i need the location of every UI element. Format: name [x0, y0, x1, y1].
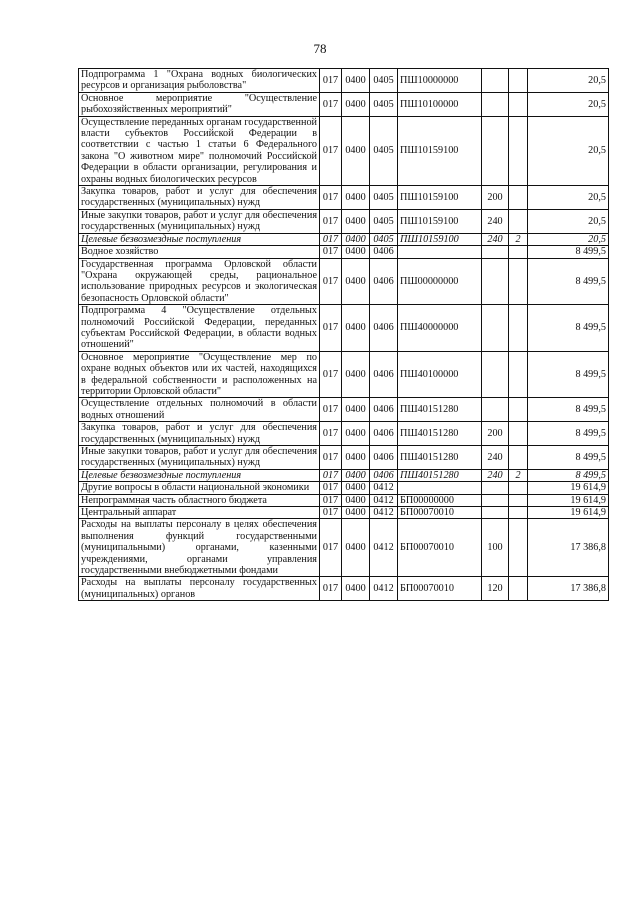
cell-amount: 20,5 [528, 186, 609, 210]
cell-amount: 8 499,5 [528, 351, 609, 398]
table-row [79, 305, 609, 352]
cell-source [509, 69, 528, 93]
cell-amount: 20,5 [528, 209, 609, 233]
cell-section: 0400 [342, 69, 370, 93]
table-row [79, 351, 609, 398]
table-row [79, 233, 609, 245]
cell-name: Целевые безвозмездные поступления [79, 469, 320, 481]
cell-source [509, 258, 528, 305]
cell-target-article: ПШ40151280 [398, 446, 482, 470]
cell-subsection: 0406 [370, 246, 398, 258]
cell-source [509, 519, 528, 577]
cell-source [509, 116, 528, 185]
cell-section: 0400 [342, 351, 370, 398]
cell-subsection: 0406 [370, 305, 398, 352]
cell-section: 0400 [342, 258, 370, 305]
cell-name: Основное мероприятие "Осуществление рыбохозяйственных мероприятий" [79, 92, 320, 116]
table-row [79, 116, 609, 185]
cell-subsection: 0412 [370, 482, 398, 494]
cell-target-article: ПШ10159100 [398, 186, 482, 210]
cell-expense-type: 200 [482, 186, 509, 210]
cell-grbs: 017 [320, 577, 342, 601]
cell-amount: 19 614,9 [528, 494, 609, 506]
cell-grbs: 017 [320, 233, 342, 245]
table-row [79, 246, 609, 258]
cell-section: 0400 [342, 305, 370, 352]
cell-source: 2 [509, 469, 528, 481]
cell-expense-type [482, 116, 509, 185]
cell-section: 0400 [342, 246, 370, 258]
cell-section: 0400 [342, 577, 370, 601]
cell-grbs: 017 [320, 246, 342, 258]
table-row [79, 482, 609, 494]
cell-expense-type: 200 [482, 422, 509, 446]
cell-grbs: 017 [320, 398, 342, 422]
cell-subsection: 0405 [370, 69, 398, 93]
cell-subsection: 0406 [370, 398, 398, 422]
cell-name: Закупка товаров, работ и услуг для обеспечения государственных (муниципальных) нужд [79, 422, 320, 446]
cell-expense-type [482, 305, 509, 352]
cell-expense-type [482, 246, 509, 258]
cell-source [509, 422, 528, 446]
cell-target-article: ПШ00000000 [398, 258, 482, 305]
cell-section: 0400 [342, 494, 370, 506]
cell-section: 0400 [342, 209, 370, 233]
cell-section: 0400 [342, 422, 370, 446]
cell-amount: 8 499,5 [528, 246, 609, 258]
cell-target-article: ПШ40000000 [398, 305, 482, 352]
cell-section: 0400 [342, 482, 370, 494]
cell-source [509, 577, 528, 601]
cell-amount: 8 499,5 [528, 469, 609, 481]
cell-grbs: 017 [320, 209, 342, 233]
cell-name: Расходы на выплаты персоналу государственных (муниципальных) органов [79, 577, 320, 601]
cell-amount: 8 499,5 [528, 398, 609, 422]
cell-target-article: ПШ40151280 [398, 469, 482, 481]
cell-grbs: 017 [320, 519, 342, 577]
cell-source [509, 446, 528, 470]
page-number: 78 [313, 41, 327, 56]
cell-expense-type [482, 482, 509, 494]
cell-subsection: 0405 [370, 209, 398, 233]
cell-expense-type [482, 69, 509, 93]
cell-name: Подпрограмма 4 "Осуществление отдельных полномочий Российской Федерации, переданных субъектам Российской Федерации, в области водных отношений" [79, 305, 320, 352]
cell-subsection: 0405 [370, 92, 398, 116]
cell-target-article: БП00070010 [398, 519, 482, 577]
cell-grbs: 017 [320, 186, 342, 210]
cell-amount: 20,5 [528, 116, 609, 185]
cell-grbs: 017 [320, 305, 342, 352]
cell-target-article: ПШ10159100 [398, 233, 482, 245]
cell-source [509, 186, 528, 210]
cell-section: 0400 [342, 116, 370, 185]
cell-expense-type: 240 [482, 233, 509, 245]
table-row [79, 92, 609, 116]
cell-grbs: 017 [320, 494, 342, 506]
cell-section: 0400 [342, 398, 370, 422]
cell-subsection: 0412 [370, 577, 398, 601]
cell-subsection: 0406 [370, 351, 398, 398]
table-row [79, 186, 609, 210]
cell-expense-type: 240 [482, 446, 509, 470]
cell-section: 0400 [342, 233, 370, 245]
cell-name: Подпрограмма 1 "Охрана водных биологических ресурсов и организация рыболовства" [79, 69, 320, 93]
cell-name: Центральный аппарат [79, 507, 320, 519]
cell-subsection: 0406 [370, 422, 398, 446]
cell-name: Основное мероприятие "Осуществление мер по охране водных объектов или их частей, находящихся в федеральной собственности и расположенных на территории Орловской области" [79, 351, 320, 398]
cell-source [509, 246, 528, 258]
table-row [79, 494, 609, 506]
table-row [79, 69, 609, 93]
cell-source [509, 92, 528, 116]
cell-amount: 20,5 [528, 92, 609, 116]
cell-grbs: 017 [320, 446, 342, 470]
cell-expense-type: 240 [482, 469, 509, 481]
cell-section: 0400 [342, 92, 370, 116]
cell-target-article: ПШ40100000 [398, 351, 482, 398]
cell-amount: 20,5 [528, 69, 609, 93]
table-body [79, 69, 609, 601]
cell-name: Государственная программа Орловской области "Охрана окружающей среды, рациональное использование природных ресурсов и экологическая безопасность Орловской области" [79, 258, 320, 305]
cell-target-article: БП00070010 [398, 507, 482, 519]
cell-subsection: 0412 [370, 507, 398, 519]
cell-amount: 8 499,5 [528, 258, 609, 305]
cell-target-article: ПШ40151280 [398, 422, 482, 446]
cell-name: Другие вопросы в области национальной экономики [79, 482, 320, 494]
cell-expense-type: 100 [482, 519, 509, 577]
cell-subsection: 0406 [370, 469, 398, 481]
cell-grbs: 017 [320, 258, 342, 305]
cell-source [509, 482, 528, 494]
cell-subsection: 0405 [370, 233, 398, 245]
cell-expense-type [482, 507, 509, 519]
cell-amount: 20,5 [528, 233, 609, 245]
cell-target-article [398, 482, 482, 494]
table-row [79, 258, 609, 305]
table-row [79, 469, 609, 481]
cell-amount: 8 499,5 [528, 446, 609, 470]
cell-source [509, 398, 528, 422]
cell-source [509, 507, 528, 519]
table-row [79, 446, 609, 470]
cell-source [509, 305, 528, 352]
table-row [79, 422, 609, 446]
cell-source: 2 [509, 233, 528, 245]
cell-grbs: 017 [320, 507, 342, 519]
cell-amount: 8 499,5 [528, 422, 609, 446]
cell-grbs: 017 [320, 482, 342, 494]
cell-name: Закупка товаров, работ и услуг для обеспечения государственных (муниципальных) нужд [79, 186, 320, 210]
cell-amount: 19 614,9 [528, 507, 609, 519]
cell-name: Осуществление отдельных полномочий в области водных отношений [79, 398, 320, 422]
cell-source [509, 209, 528, 233]
cell-target-article: ПШ10000000 [398, 69, 482, 93]
cell-source [509, 494, 528, 506]
cell-amount: 17 386,8 [528, 519, 609, 577]
cell-target-article: ПШ40151280 [398, 398, 482, 422]
cell-subsection: 0412 [370, 519, 398, 577]
table-row [79, 577, 609, 601]
cell-section: 0400 [342, 519, 370, 577]
cell-grbs: 017 [320, 92, 342, 116]
cell-target-article: БП00070010 [398, 577, 482, 601]
cell-expense-type [482, 258, 509, 305]
cell-name: Водное хозяйство [79, 246, 320, 258]
cell-subsection: 0405 [370, 116, 398, 185]
cell-source [509, 351, 528, 398]
cell-target-article: ПШ10159100 [398, 209, 482, 233]
cell-name: Целевые безвозмездные поступления [79, 233, 320, 245]
cell-grbs: 017 [320, 469, 342, 481]
cell-section: 0400 [342, 469, 370, 481]
cell-name: Непрограммная часть областного бюджета [79, 494, 320, 506]
cell-expense-type: 240 [482, 209, 509, 233]
table-row [79, 209, 609, 233]
cell-target-article: ПШ10159100 [398, 116, 482, 185]
cell-expense-type [482, 92, 509, 116]
cell-expense-type [482, 398, 509, 422]
cell-name: Иные закупки товаров, работ и услуг для обеспечения государственных (муниципальных) нужд [79, 446, 320, 470]
cell-target-article: ПШ10100000 [398, 92, 482, 116]
cell-grbs: 017 [320, 69, 342, 93]
cell-subsection: 0406 [370, 258, 398, 305]
cell-subsection: 0405 [370, 186, 398, 210]
cell-subsection: 0412 [370, 494, 398, 506]
cell-section: 0400 [342, 186, 370, 210]
cell-subsection: 0406 [370, 446, 398, 470]
cell-target-article: БП00000000 [398, 494, 482, 506]
cell-amount: 17 386,8 [528, 577, 609, 601]
cell-grbs: 017 [320, 422, 342, 446]
budget-table [78, 68, 609, 601]
cell-name: Осуществление переданных органам государственной власти субъектов Российской Федерации в соответствии с частью 1 статьи 6 Федерального закона "О животном мире" полномочий Российской Федерации в области организации, регулирования и охраны водных биологических ресурсов [79, 116, 320, 185]
cell-expense-type [482, 494, 509, 506]
cell-section: 0400 [342, 446, 370, 470]
cell-grbs: 017 [320, 116, 342, 185]
table-row [79, 507, 609, 519]
table-row [79, 398, 609, 422]
cell-name: Расходы на выплаты персоналу в целях обеспечения выполнения функций государственными (муниципальными) органами, казенными учреждениями, органами управления государственными внебюджетными фондами [79, 519, 320, 577]
table-row [79, 519, 609, 577]
cell-section: 0400 [342, 507, 370, 519]
cell-grbs: 017 [320, 351, 342, 398]
cell-name: Иные закупки товаров, работ и услуг для обеспечения государственных (муниципальных) нужд [79, 209, 320, 233]
cell-expense-type [482, 351, 509, 398]
cell-amount: 19 614,9 [528, 482, 609, 494]
cell-target-article [398, 246, 482, 258]
cell-expense-type: 120 [482, 577, 509, 601]
cell-amount: 8 499,5 [528, 305, 609, 352]
